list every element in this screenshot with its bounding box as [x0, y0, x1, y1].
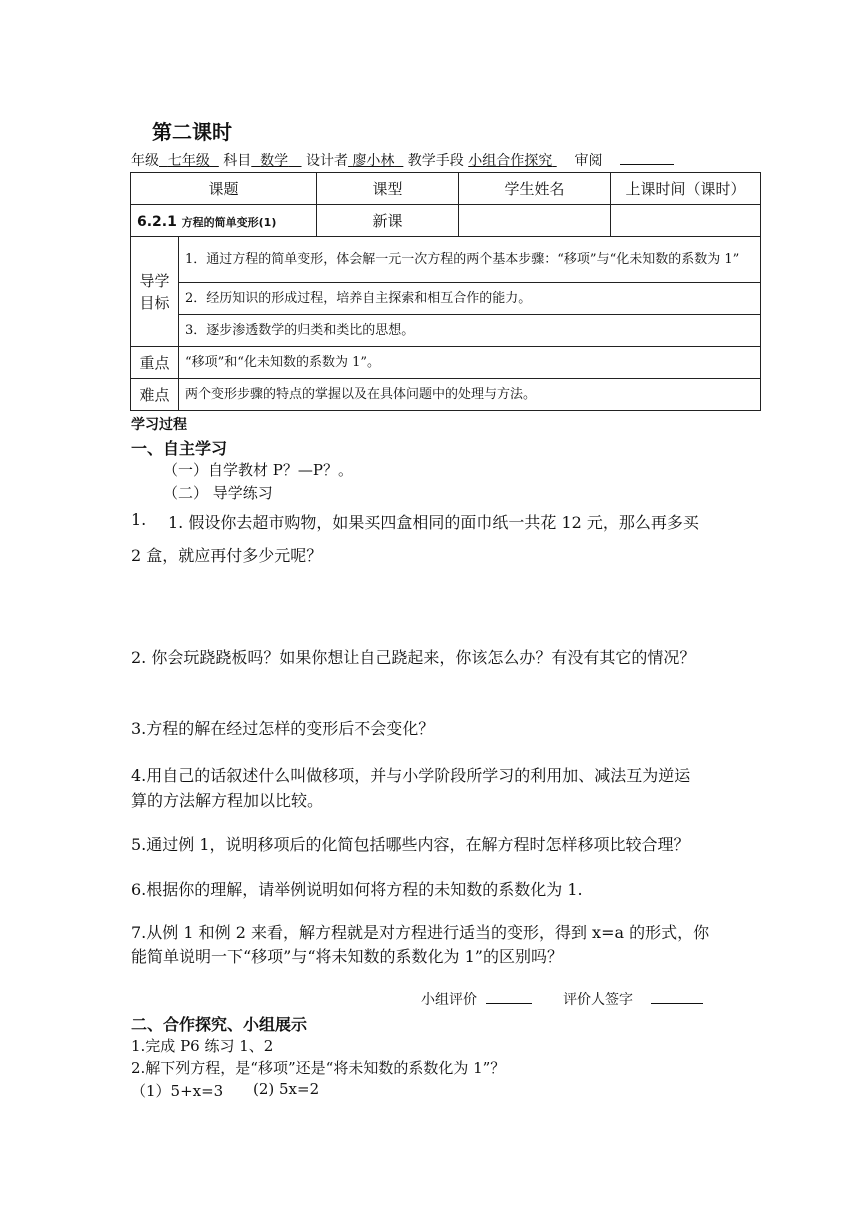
topic-text: 方程的简单变形(1) [181, 215, 277, 229]
sub-item-2: （二） 导学练习 [163, 484, 273, 502]
grade-value: 七年级 [167, 153, 210, 169]
equation-2: (2) 5x=2 [253, 1080, 320, 1098]
table-row-goal-2 [131, 283, 761, 315]
goal-item-3: 3．逐步渗透数学的归类和类比的思想。 [179, 315, 761, 347]
grade-label: 年级 [131, 153, 159, 169]
designer-label: 设计者 [305, 153, 348, 169]
subject-label: 科目 [223, 153, 252, 169]
header-student-name: 学生姓名 [459, 173, 611, 205]
equation-1: （1）5+x=3 [131, 1082, 224, 1100]
question-4-line-2: 算的方法解方程加以比较。 [131, 791, 324, 810]
process-heading: 学习过程 [131, 417, 187, 433]
table-row-goal-3 [131, 315, 761, 347]
table-row-goal-1 [131, 237, 761, 283]
question-1-line-2: 2 盒，就应再付多少元呢？ [131, 546, 323, 565]
method-value: 小组合作探究 [468, 153, 553, 169]
lesson-type-cell: 新课 [317, 205, 459, 237]
goals-label: 导学目标 [139, 271, 170, 312]
difficulty-label: 难点 [131, 379, 179, 411]
question-3: 3.方程的解在经过怎样的变形后不会变化？ [131, 719, 435, 738]
topic-number: 6.2.1 [137, 213, 177, 230]
evaluator-label: 评价人签字 [563, 992, 634, 1008]
key-label: 重点 [131, 347, 179, 379]
header-class-time: 上课时间（课时） [611, 173, 761, 205]
topic-cell [131, 205, 317, 237]
lesson-meta-line [131, 151, 674, 170]
question-7-line-2: 能简单说明一下“移项”与“将未知数的系数化为 1”的区别吗？ [131, 947, 563, 966]
header-topic: 课题 [131, 173, 317, 205]
sub-item-1: （一）自学教材 P？—P？。 [163, 461, 353, 479]
goals-label-cell [131, 237, 179, 347]
difficulty-text: 两个变形步骤的特点的掌握以及在具体问题中的处理与方法。 [179, 379, 761, 411]
question-1-prefix: 1. [131, 510, 147, 529]
section-2-heading: 二、合作探究、小组展示 [131, 1015, 308, 1034]
goal-item-2: 2．经历知识的形成过程，培养自主探索和相互合作的能力。 [179, 283, 761, 315]
table-row-topic [131, 205, 761, 237]
review-blank [620, 151, 674, 165]
section-2-item-1: 1.完成 P6 练习 1、2 [131, 1037, 274, 1055]
question-2: 2. 你会玩跷跷板吗？如果你想让自己跷起来，你该怎么办？有没有其它的情况？ [131, 648, 696, 667]
question-1-line-1: 1. 假设你去超市购物，如果买四盒相同的面巾纸一共花 12 元，那么再多买 [168, 513, 699, 532]
header-lesson-type: 课型 [317, 173, 459, 205]
method-label: 教学手段 [407, 153, 464, 169]
table-row-key [131, 347, 761, 379]
class-time-cell[interactable] [611, 205, 761, 237]
page-title: 第二课时 [152, 120, 232, 144]
table-header-row [131, 173, 761, 205]
section-1-heading: 一、自主学习 [131, 439, 228, 458]
question-5: 5.通过例 1，说明移项后的化简包括哪些内容，在解方程时怎样移项比较合理？ [131, 835, 690, 854]
question-7-line-1: 7.从例 1 和例 2 来看，解方程就是对方程进行适当的变形，得到 x=a 的形式，你 [131, 923, 710, 942]
group-eval-blank[interactable] [486, 991, 532, 1004]
student-name-cell[interactable] [459, 205, 611, 237]
evaluation-line [421, 989, 703, 1009]
review-label: 审阅 [574, 153, 603, 169]
section-2-item-2: 2.解下列方程，是“移项”还是“将未知数的系数化为 1”？ [131, 1059, 506, 1077]
goal-item-1: 1．通过方程的简单变形，体会解一元一次方程的两个基本步骤：“移项”与“化未知数的系数为 1” [179, 237, 761, 283]
subject-value: 数学 [260, 153, 289, 169]
question-4-line-1: 4.用自己的话叙述什么叫做移项，并与小学阶段所学习的利用加、减法互为逆运 [131, 766, 691, 785]
key-text: “移项”和“化未知数的系数为 1”。 [179, 347, 761, 379]
question-6: 6.根据你的理解，请举例说明如何将方程的未知数的系数化为 1. [131, 880, 583, 899]
evaluator-blank[interactable] [651, 991, 703, 1004]
table-row-difficulty [131, 379, 761, 411]
group-eval-label: 小组评价 [421, 992, 477, 1008]
lesson-info-table [130, 172, 761, 411]
designer-value: 廖小林 [352, 153, 395, 169]
